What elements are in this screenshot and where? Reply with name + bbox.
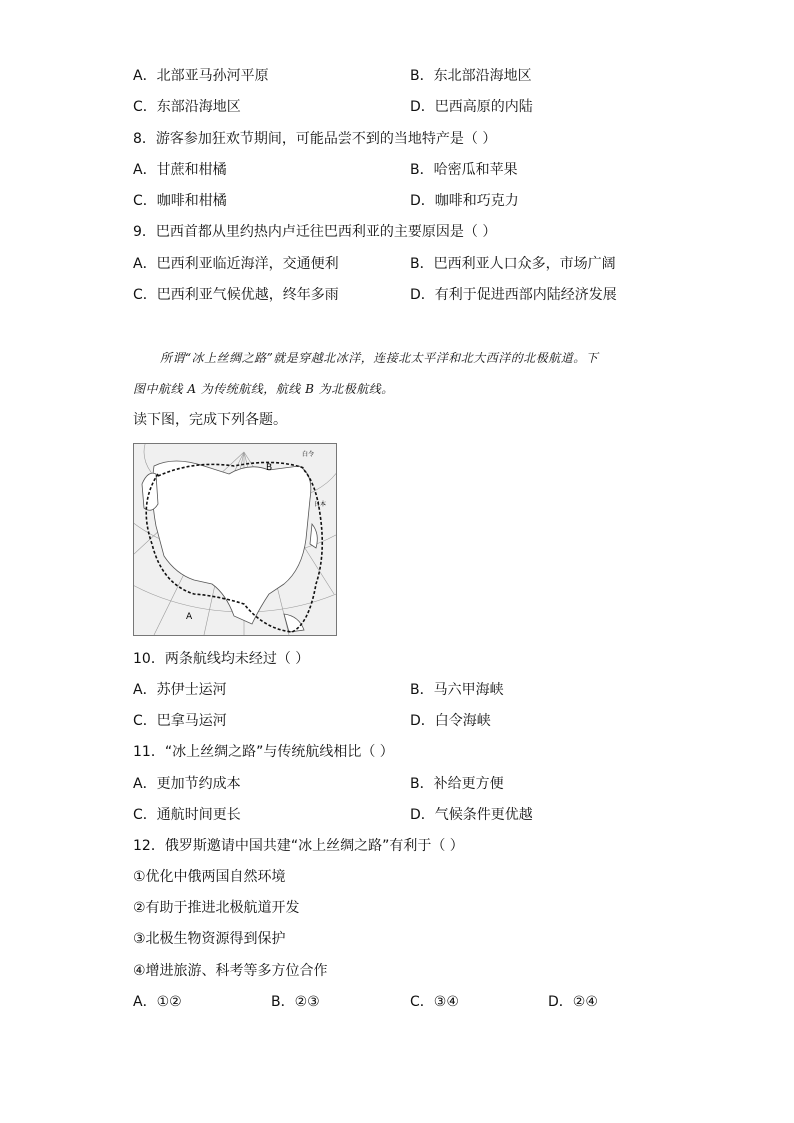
q11-stem: 11．“冰上丝绸之路”与传统航线相比（ ） <box>133 744 394 760</box>
route-a-label: A <box>186 612 193 622</box>
bering-label: 白令 <box>302 451 315 458</box>
q12-option-c: C．③④ <box>410 994 459 1010</box>
q10-option-d: D．白令海峡 <box>410 713 491 729</box>
q12-item-4: ④增进旅游、科考等多方位合作 <box>133 963 328 979</box>
q12-item-2: ②有助于推进北极航道开发 <box>133 900 300 916</box>
q12-option-b: B．②③ <box>271 994 320 1010</box>
q11-option-d: D．气候条件更优越 <box>410 807 533 823</box>
passage-instruction: 读下图，完成下列各题。 <box>133 412 287 428</box>
map-graphic <box>134 444 336 635</box>
q7-option-c: C．东部沿海地区 <box>133 99 241 115</box>
q9-option-d: D．有利于促进西部内陆经济发展 <box>410 287 617 303</box>
q8-stem: 8．游客参加狂欢节期间，可能品尝不到的当地特产是（ ） <box>133 131 497 147</box>
q9-option-c: C．巴西利亚气候优越，终年多雨 <box>133 287 339 303</box>
passage-line-1: 所谓“冰上丝绸之路”就是穿越北冰洋，连接北太平洋和北大西洋的北极航道。下 <box>160 351 599 365</box>
q12-option-a: A．①② <box>133 994 182 1010</box>
q11-option-c: C．通航时间更长 <box>133 807 241 823</box>
arctic-route-map <box>133 443 337 636</box>
q12-item-3: ③北极生物资源得到保护 <box>133 931 286 947</box>
q7-option-d: D．巴西高原的内陆 <box>410 99 533 115</box>
q10-option-b: B．马六甲海峡 <box>410 682 504 698</box>
q8-option-c: C．咖啡和柑橘 <box>133 193 227 209</box>
q9-option-b: B．巴西利亚人口众多，市场广阔 <box>410 256 616 272</box>
q11-option-b: B．补给更方便 <box>410 776 504 792</box>
q10-stem: 10．两条航线均未经过（ ） <box>133 651 310 667</box>
q11-option-a: A．更加节约成本 <box>133 776 241 792</box>
q8-option-a: A．甘蔗和柑橘 <box>133 162 227 178</box>
q10-option-c: C．巴拿马运河 <box>133 713 227 729</box>
passage-line-2: 图中航线 A 为传统航线，航线 B 为北极航线。 <box>133 382 394 396</box>
q9-option-a: A．巴西利亚临近海洋，交通便利 <box>133 256 339 272</box>
q10-option-a: A．苏伊士运河 <box>133 682 227 698</box>
q12-option-d: D．②④ <box>548 994 598 1010</box>
q8-option-b: B．哈密瓜和苹果 <box>410 162 518 178</box>
japan-label: 日本 <box>314 501 327 508</box>
q12-item-1: ①优化中俄两国自然环境 <box>133 869 286 885</box>
route-b-label: B <box>266 463 273 473</box>
q12-stem: 12．俄罗斯邀请中国共建“冰上丝绸之路”有利于（ ） <box>133 838 464 854</box>
q7-option-a: A．北部亚马孙河平原 <box>133 68 269 84</box>
q9-stem: 9．巴西首都从里约热内卢迁往巴西利亚的主要原因是（ ） <box>133 224 497 240</box>
q8-option-d: D．咖啡和巧克力 <box>410 193 519 209</box>
q7-option-b: B．东北部沿海地区 <box>410 68 532 84</box>
